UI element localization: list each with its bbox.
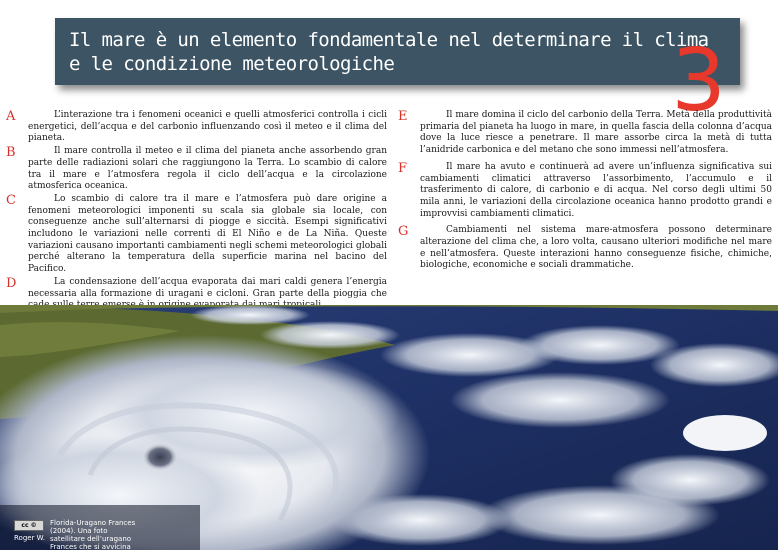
paragraph-a bbox=[6, 110, 387, 145]
paragraph-letter: B bbox=[6, 145, 16, 161]
paragraph-text: Il mare controlla il meteo e il clima del pianeta anche assorbendo gran parte delle radiazioni solari che raggiungono la Terra. Lo scambio di calore tra il mare e l’atmosfera regola il ciclo dell’acqua e la circolazione atmosferica oceanica. bbox=[28, 146, 387, 192]
paragraph-letter: A bbox=[6, 109, 16, 124]
paragraph-letter: E bbox=[398, 109, 408, 124]
paragraph-b bbox=[6, 146, 387, 193]
paragraph-text: La condensazione dell’acqua evaporata dai mari caldi genera l’energia necessaria alla formazione di uragani e cicloni. Gran parte della pioggia che bbox=[28, 276, 387, 299]
paragraph-f bbox=[398, 162, 772, 221]
paragraph-text: Lo scambio di calore tra il mare e l’atmosfera può dare origine a fenomeni meteorologici imponenti su scala sia globale sia locale, con conseguenze anche sull’alternarsi di piogge e siccità. Esempi significativi includono le variazioni nelle correnti di El Niño e de La Niña. Queste variazioni causano importanti cambiamenti negli schemi meteorologici globali perché alterano la temperatura della superficie marina nel bacino del Pacifico. bbox=[28, 193, 387, 275]
paragraph-letter: G bbox=[398, 224, 409, 240]
paragraph-text: Cambiamenti nel sistema mare-atmosfera possono determinare alterazione del clima che, a loro volta, causano ulteriori modifiche nel mare e nell’atmosfera. Queste interazioni hanno conseguenze fisiche, chimiche, biologiche, economiche e sociali drammatiche. bbox=[420, 225, 772, 271]
paragraph-e bbox=[398, 110, 772, 157]
paragraph-letter: D bbox=[6, 275, 17, 291]
page-title: Il mare è un elemento fondamentale nel determinare il clima e le condizione meteorologiche bbox=[69, 29, 709, 75]
paragraph-letter: C bbox=[6, 192, 16, 208]
hurricane-satellite-photo bbox=[0, 305, 778, 550]
paragraph-c bbox=[6, 194, 387, 276]
page-number: 3 bbox=[671, 31, 726, 131]
right-text-column bbox=[398, 110, 772, 273]
left-text-column bbox=[6, 110, 387, 313]
photo-credit bbox=[14, 520, 45, 542]
creative-commons-icon: cc © bbox=[14, 520, 44, 531]
paragraph-text: Il mare domina il ciclo del carbonio della Terra. Metà della produttività primaria del pianeta ha luogo in mare, in quella fascia della colonna d’acqua dove la luce riesce a penetrare. Il mare assorbe circa la metà di tutta l’anidride carbonica e del metano che sono immessi nell’atmosfera. bbox=[420, 110, 772, 156]
hurricane-image bbox=[0, 305, 778, 550]
paragraph-g bbox=[398, 225, 772, 272]
photo-caption: Florida-Uragano Frances (2004). Una foto satellitare dell’uragano Frances che si avvicina alla Florida. bbox=[50, 519, 136, 559]
paragraph-text: Il mare ha avuto e continuerà ad avere un’influenza significativa sui cambiamenti climatici attraverso l’assorbimento, l’accumulo e il trasferimento di calore, di carbonio e di acqua. Nel corso degli ultimi 50 mila anni, le variazioni della circolazione oceanica hanno prodotto grandi e improvvisi cambiamenti climatici. bbox=[420, 161, 772, 219]
photo-author: Roger W. bbox=[14, 534, 46, 542]
paragraph-text: L’interazione tra i fenomeni oceanici e quelli atmosferici controlla i cicli energetici, dell’acqua e del carbonio influenzando così il meteo e il clima del pianeta. bbox=[28, 110, 387, 144]
paragraph-letter: F bbox=[398, 160, 408, 176]
